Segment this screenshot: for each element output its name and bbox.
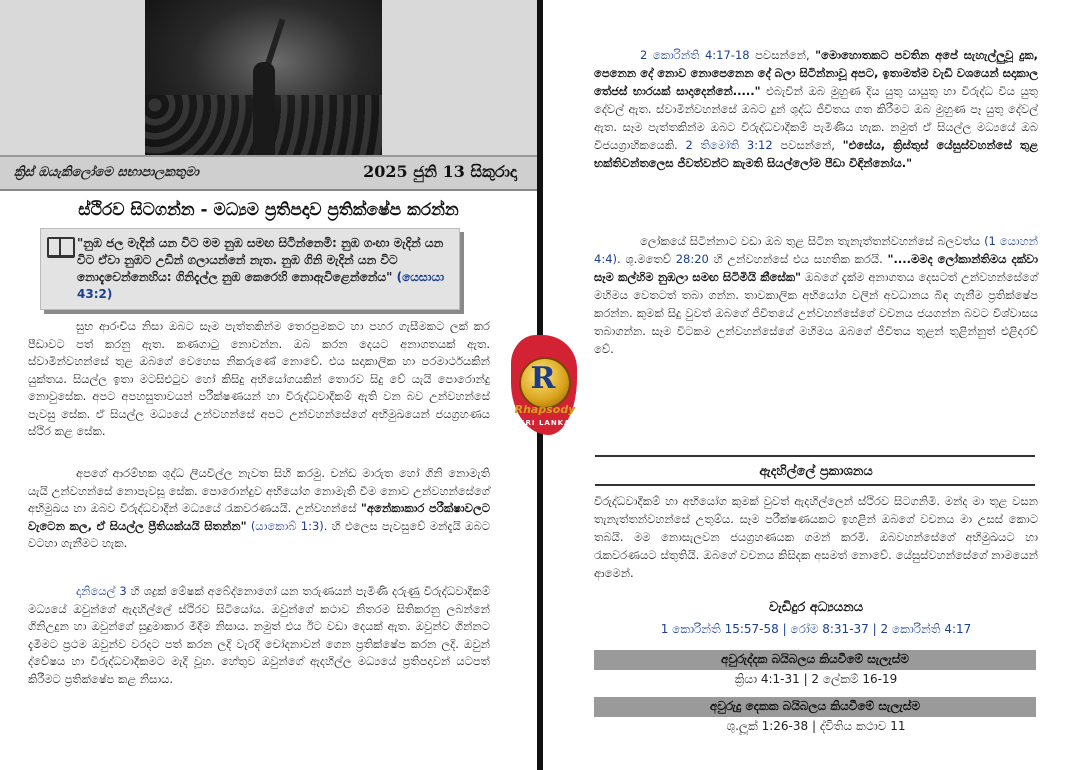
body-paragraph-1: සුභ ආරංචිය නිසා ඔබට සෑම පැත්තකින්ම තෙරපුමකට හා පහර ගැසීමකට ලක් කර පීඩාවට පත් කරනු ඇත. කණගාටු නොවන්න. ඔබ කරන දෙයට අනාගතයක් ඇත. ස්වාමින්වහන්සේ තුළ ඔබගේ වෙහෙස නිකරුණේ නොවේ. එය සදාකාලික හා පරමාර්ථයකින් යුක්තය. සියල්ල ඉතා මටසිළුටුව හෝ කිසිදු අභියෝගයකින් තොරව සිදු වේ යැයි පොරොන්දු නොවුසේක. අපට අපහසුතාවයන් පරීක්ෂණයන් හා විරුද්ධවාදීකම් ඇති වන බව උන්වහන්සේ පැවසු සේක. ඒ සියල්ල මධ්‍යයේ උන්වහන්සේ අපට උන්වහන්සේගේ අභිමුඛයෙන් ජයග්‍රහණය ස්ථිර කළ සේක. (28, 319, 490, 438)
open-book-icon (47, 237, 75, 258)
scripture-quote-box (40, 228, 460, 310)
para3-text: හි ශද්‍රක් මේෂක් අබේද්නොගෝ යන තරුණයන් පැමිණි දරුණු විරුද්ධවාදීකම් මධ්‍යයේ ඔවුන්ගේ ඇදහිල්ලේ ස්ථිරව සිටියෝය. ඔවුන්ගේ කථාව නිතරම සිතිකරනු ලබන්නේ ගිනිඋදුන හා ඔවුන්ගේ සුදුමාකාර මිදීම නිසාය. නමුත් එය ඊට වඩා දෙයක් ඇත. ඔවුන්ව ගින්නට දැමීමට ප්‍රථම ඔවුන්ව වරදට පත් කරන ලදි වැරදි චෝදනාවන් ගෙන ප්‍රතික්ෂේප කරන ලදි. ඔවුන් ද්වේෂය හා විරුද්ධවාදීකමට මැදි වූහ. හේතුව ඔවුන්ගේ ඇදහිල්ල මධ්‍යයේ ප්‍රතිපදාවන් යටපත් කිරීමට ප්‍රතික්ෂේප කළ නිසාය. (28, 584, 490, 686)
study-refs[interactable]: 1 කොරින්ති 15:57-58 | රෝම 8:31-37 | 2 කොරින්ති 4:17 (660, 622, 972, 636)
plan1-title: අවුරුද්දක බයිබලය කියවීමේ සැලැස්ම (720, 652, 910, 666)
p2-ref2[interactable]: 28:20 (675, 252, 709, 266)
logo-country: SRI LANKA (519, 419, 571, 427)
plan2-refs[interactable]: ශු.ලූක් 1:26-38 | ද්විතිය කථාව 11 (726, 719, 906, 733)
speaker-silhouette (253, 62, 275, 155)
p1-text-b: එබැවින් ඔබ මුහුණ දිය යුතු යායුතු හා විරුද්ධ විය යුතු දේවල් ඇත. ස්වාමින්වහන්සේ ඔබට දුන් ශුද්ධ ජීවිතය ගත කිරීමට ඔබ මුහුණ පෑ යුතු දේවල් ඇත. සෑම පැත්තකින්ම ඔබට විරුද්ධවාදීකම් පැමිණිය හැක. නමුත් ඒ සියල්ල මධ්‍යයේ ඔබ විජයග්‍රාහිකයෙකි. (594, 84, 1038, 152)
body-paragraph-2 (28, 465, 490, 553)
quote-text: "නුඹ ජල මැදින් යන විට මම නුඹ සමඟ සිටින්නෙමි: නුඹ ගංඟා මැදින් යන විට ඒවා නුඹට උඩින් ගලායන්නේ නැත. නුඹ ගිනි මැදින් යන විට නොදැවෙන්නෙහිය: ගිනිදැල්ල නුඹ කෙරෙහි නොඇවිළෙන්නේය" (77, 236, 444, 284)
p2-text-d: ඔබගේ දැක්ම අනාගතය දෙසටත් උන්වහන්සේගේ මහිමය වෙතටත් තබා ගන්න. තාවකාලික අභියෝග වලින් අවධානය බිඳ ගැනීම ප්‍රතික්ෂේප කරන්න. කුමක් සිදු වුවත් ඔබගේ ජීවිතයේ උන්වහන්සේගේ වචනය ජයගන්න බවට විශ්වාසය තබාගන්න. සෑම විටකම උන්වහන්සේගේ මහිමය ඔබගේ ජීවිතය තුළන් තුළින්නුත් එළිදරව් වේ. (594, 270, 1038, 356)
p1-ref2[interactable]: 2 තිමෝති 3:12 (685, 138, 773, 152)
prayer-title: ඇදහිල්ලේ ප්‍රකාශනය (759, 464, 873, 479)
p2-text-b: ශු.මතෙව් (620, 252, 676, 266)
quote-ref-verse: 43:2) (77, 287, 113, 301)
meta-bar (0, 155, 537, 191)
para2-quote: "අනේකාකාර පරීක්ෂාවලට වැටෙන කල, ඒ සියල්ල ප්‍රීතියක්යයි සිතන්න" (28, 501, 490, 533)
para2-text-b: හි එලෙස පැවසුවේ මන්දැයි ඔබට වටහා ගැනීමට හැක. (28, 518, 490, 550)
date-label: 2025 ජුනි 13 සිකුරාදා (363, 162, 517, 181)
logo-letter: R (530, 361, 556, 396)
worship-photo (145, 0, 382, 155)
p1-quote: "මොහොතකට පවතින අපේ සැහැල්ලුවූ දුක, පෙනෙන දේ නොව නොපෙනෙන දේ බලා සිටින්නාවූ අපට, ඉතාමත්ම වැඩි වශයෙන් සදාකාල තේජස් භාරයක් සාදාදෙන්නේ....." (594, 48, 1039, 98)
body-paragraph-3 (28, 583, 490, 688)
plan2-title: අවුරුදු දෙකක බයිබලය කියවීමේ සැලැස්ම (709, 699, 921, 713)
study-title: වැඩිදුර අධ්‍යයනය (768, 600, 864, 615)
quote-ref-book: (යෙසායා (396, 270, 445, 284)
para3-ref[interactable]: දානියෙල් 3 (76, 584, 127, 598)
p2-text-c: හි උන්වහන්සේ එය සහතික කරයි. (708, 252, 888, 266)
plan1-refs[interactable]: ක්‍රියා 4:1-31 | 2 ලේකම් 16-19 (734, 672, 898, 686)
prayer-separator-bottom (595, 484, 1035, 486)
p2-ref1[interactable]: (1 යොහන් 4:4). (594, 234, 1039, 266)
right-paragraph-1 (594, 46, 1038, 172)
para2-ref[interactable]: (යාකොබ් 1:3). (250, 518, 328, 533)
para2-text-a: අපගේ ආරම්භක ශුද්ධ ලියවිල්ල නැවත සිහි කරමු. චන්ඩ මාරුත හෝ ගිනි නොමැති යැයි උන්වහන්සේ නොපැවසූ සේක. පොරොන්දුව අභියෝග නොමැති වීම නොව උන්වහන්සේගේ අභිමුඛය හා ඔබව විරුද්ධවාදීන් මධ්‍යයේ රැකවරණයයි. උන්වහන්සේ (28, 466, 490, 515)
right-paragraph-2 (594, 232, 1038, 358)
scripture-quote (77, 235, 451, 303)
logo-brand: Rhapsody (514, 403, 576, 416)
p2-text-a: ලෝකයේ සිටින්නාට වඩා ඔබ තුළ සිටින තැනැත්තන්වහන්සේ බලවත්ය (640, 234, 985, 248)
plan2-bar (594, 697, 1036, 717)
article-title: ස්ථිරව සිටගන්න - මධ්‍යම ප්‍රතිපදාව ප්‍රතික්ෂේප කරන්න (78, 200, 459, 220)
p1-ref[interactable]: 2 කොරින්ති 4:17-18 (640, 48, 750, 62)
p1-text-c: පවසන්නේ, (772, 138, 843, 152)
prayer-text: විරුද්ධවාදීකම් හා අභියෝග කුමක් වුවත් ඇදහිල්ලෙන් ස්ථිරව සිටගනිමි. මන්ද මා තුළ වසන තැනැත්තන්වහන්සේ උතුම්ය. සෑම පරීක්ෂණයකට ඉහළින් ඔබගේ වචනය මා උසස් කොට තබයි. මම නොසැලවන ජයග්‍රහණයක ගමන් කරමි. ඔබවහන්සේගේ අභිමුඛයට හා රැකවරණයට ස්තුතියි. ඔබගේ වචනය කිසිදක අසමත් නොවේ. යේසුස්වහන්සේගේ නාමයෙන් ආමෙන්. (594, 494, 1038, 580)
author-label: ක්‍රිස් ඔයැකිලෝමෙ සභාපාලකතුමා (14, 165, 199, 180)
p2-quote: "....මමද ලෝකාන්තිමය දක්වා සෑම කල්හිම නුඹලා සමඟ සිටිමියි කීසේක" (594, 252, 1038, 284)
plan1-bar (594, 650, 1036, 670)
p1-text-a: පවසන්නේ, (749, 48, 816, 62)
prayer-separator-top (595, 455, 1035, 457)
rhapsody-logo (505, 335, 585, 445)
p1-quote2: "එසේය, ක්‍රිස්තුස් යේසුස්වහන්සේ තුළ භක්තිවන්තලෙස ජීවත්වන්ට කැමති සියල්ලෝම පීඩා විඳින්නෝය." (594, 138, 1039, 170)
